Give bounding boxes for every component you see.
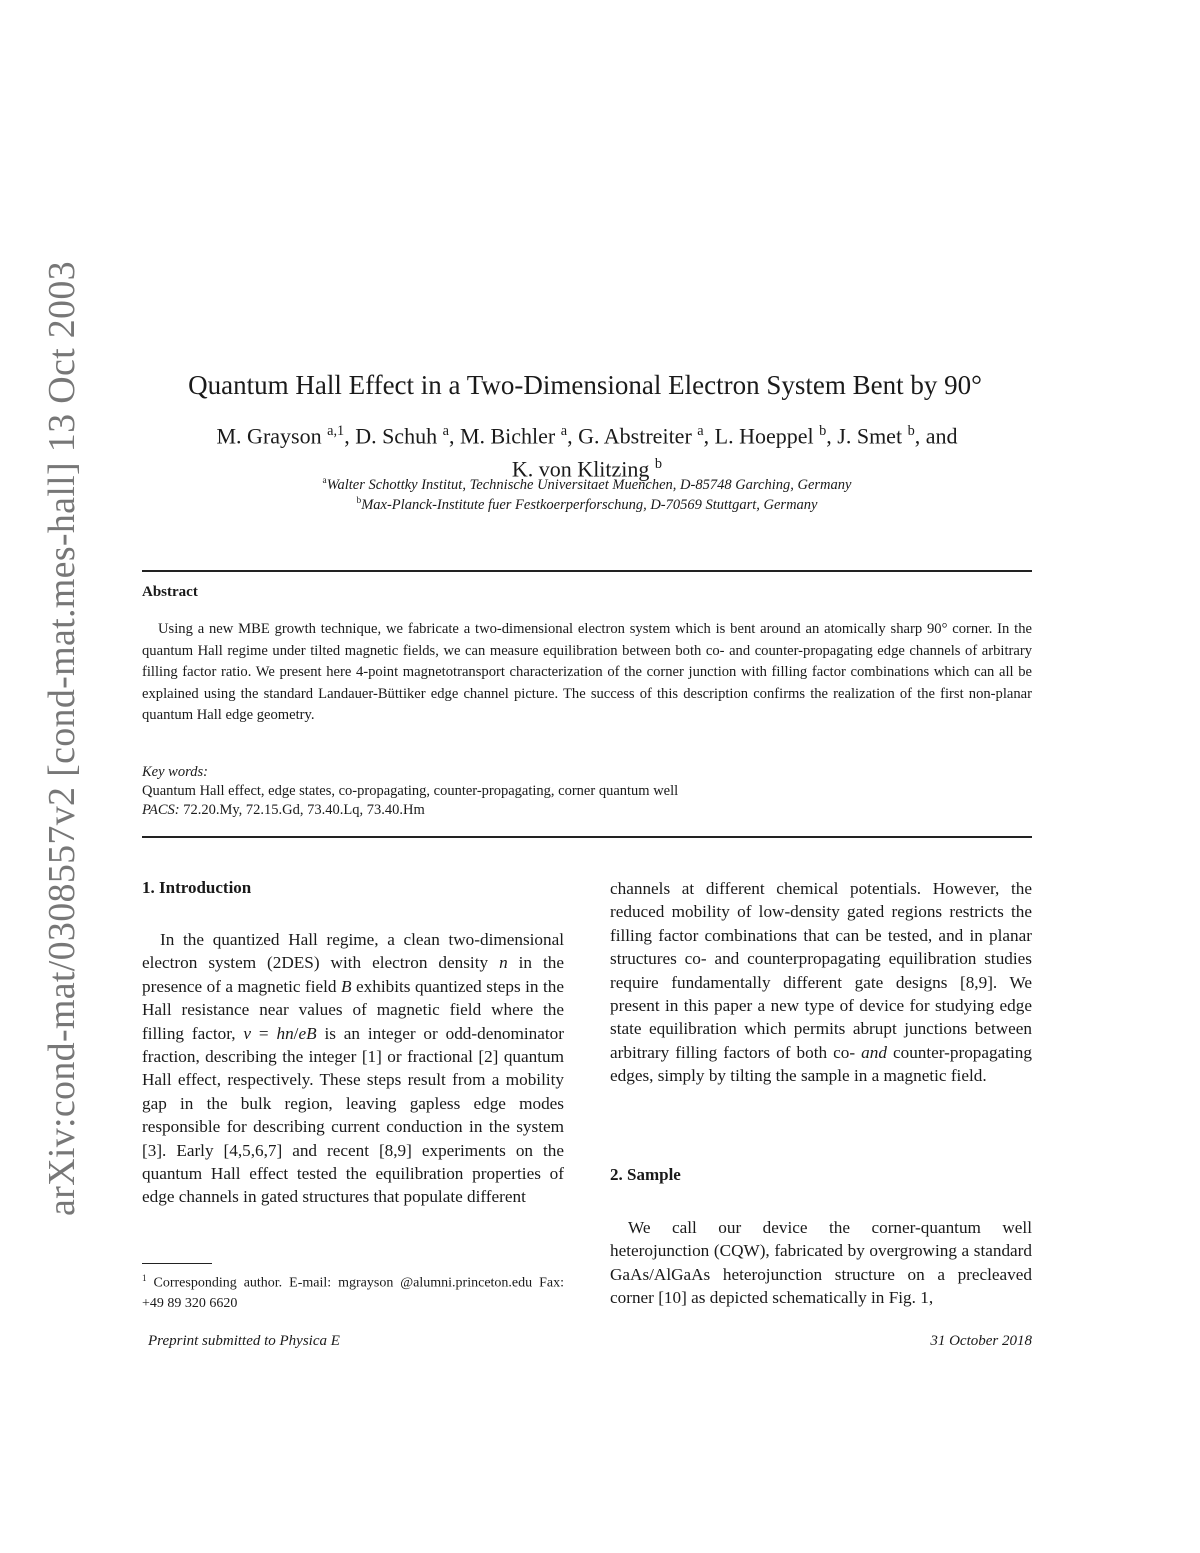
pacs-codes: 72.20.My, 72.15.Gd, 73.40.Lq, 73.40.Hm (183, 802, 425, 818)
abstract-text: Using a new MBE growth technique, we fabricate a two-dimensional electron system which is bent around an atomically sharp 90° corner. In the quantum Hall regime under tilted magnetic fields, we can measure equilibration between both co- and counter-propagating edge channels of arbitrary filling factor ratio. We present here 4-point magnetotransport characterization of the corner junction with filling factor combinations which can all be explained using the standard Landauer-Büttiker edge channel picture. The success of this description confirms the realization of the first non-planar quantum Hall edge geometry. (142, 621, 1032, 723)
bottom-rule (142, 836, 1032, 838)
section-2-heading: 2. Sample (610, 1165, 681, 1184)
pacs-line (142, 801, 1032, 820)
abstract-heading: Abstract (142, 584, 198, 600)
authors-line-2: K. von Klitzing $^b$ (511, 456, 663, 482)
paper-title: Quantum Hall Effect in a Two-Dimensional Electron System Bent by 90° (188, 370, 982, 400)
arxiv-identifier: arXiv:cond-mat/0308557v2 [cond-mat.mes-hall] 13 Oct 2003 (41, 261, 83, 1216)
intro-paragraph: In the quantized Hall regime, a clean two-dimensional electron system (2DES) with electron density n in the presence of a magnetic field B exhibits quantized steps in the Hall resistance near values of magnetic field where the filling factor, ν = hn/eB is an integer or odd-denominator fraction, describing the integer [1] or fractional [2] quantum Hall effect, respectively. These steps result from a mobility gap in the bulk region, leaving gapless edge modes responsible for describing current conduction in the system [3]. Early [4,5,6,7] and recent [8,9] experiments on the quantum Hall effect tested the equilibration properties of edge channels in gated structures that populate different (142, 930, 564, 1207)
pacs-label: PACS: (142, 802, 180, 818)
footnote-rule (142, 1263, 212, 1264)
intro-continued: channels at different chemical potentials. However, the reduced mobility of low-density gated regions restricts the filling factor combinations that can be tested, and in planar structures co- and counterpropagating equilibration studies require fundamentally different gate designs [8,9]. We present in this paper a new type of device for studying edge state equilibration which permits abrupt junctions between arbitrary filling factors of both co- and counter-propagating edges, simply by tilting the sample in a magnetic field. (610, 879, 1032, 1086)
section-1-heading: 1. Introduction (142, 878, 252, 897)
footnote: $^1$ Corresponding author. E-mail: mgrayson @alumni.princeton.edu Fax: +49 89 320 6620 (142, 1273, 564, 1311)
affiliation-a: $^a$Walter Schottky Institut, Technische Universitaet Muenchen, D-85748 Garching, Germany (322, 476, 852, 493)
keywords-label: Key words: (142, 764, 208, 780)
keywords-block (142, 763, 1032, 820)
footer-journal: Preprint submitted to Physica E (148, 1333, 340, 1349)
keywords-list: Quantum Hall effect, edge states, co-propagating, counter-propagating, corner quantum well (142, 783, 679, 799)
affiliation-b: $^b$Max-Planck-Institute fuer Festkoerperforschung, D-70569 Stuttgart, Germany (356, 496, 818, 513)
authors-line-1: M. Grayson $^{a,1}$, D. Schuh $^a$, M. Bichler $^a$, G. Abstreiter $^a$, L. Hoeppel $^b$, J. Smet $^b$, and (216, 423, 958, 449)
top-rule (142, 570, 1032, 572)
footer-date: 31 October 2018 (930, 1333, 1032, 1349)
sample-paragraph: We call our device the corner-quantum well heterojunction (CQW), fabricated by overgrowing a standard GaAs/AlGaAs heterojunction structure on a precleaved corner [10] as depicted schematically in Fig. 1, (610, 1218, 1032, 1308)
author-list (142, 417, 1032, 484)
